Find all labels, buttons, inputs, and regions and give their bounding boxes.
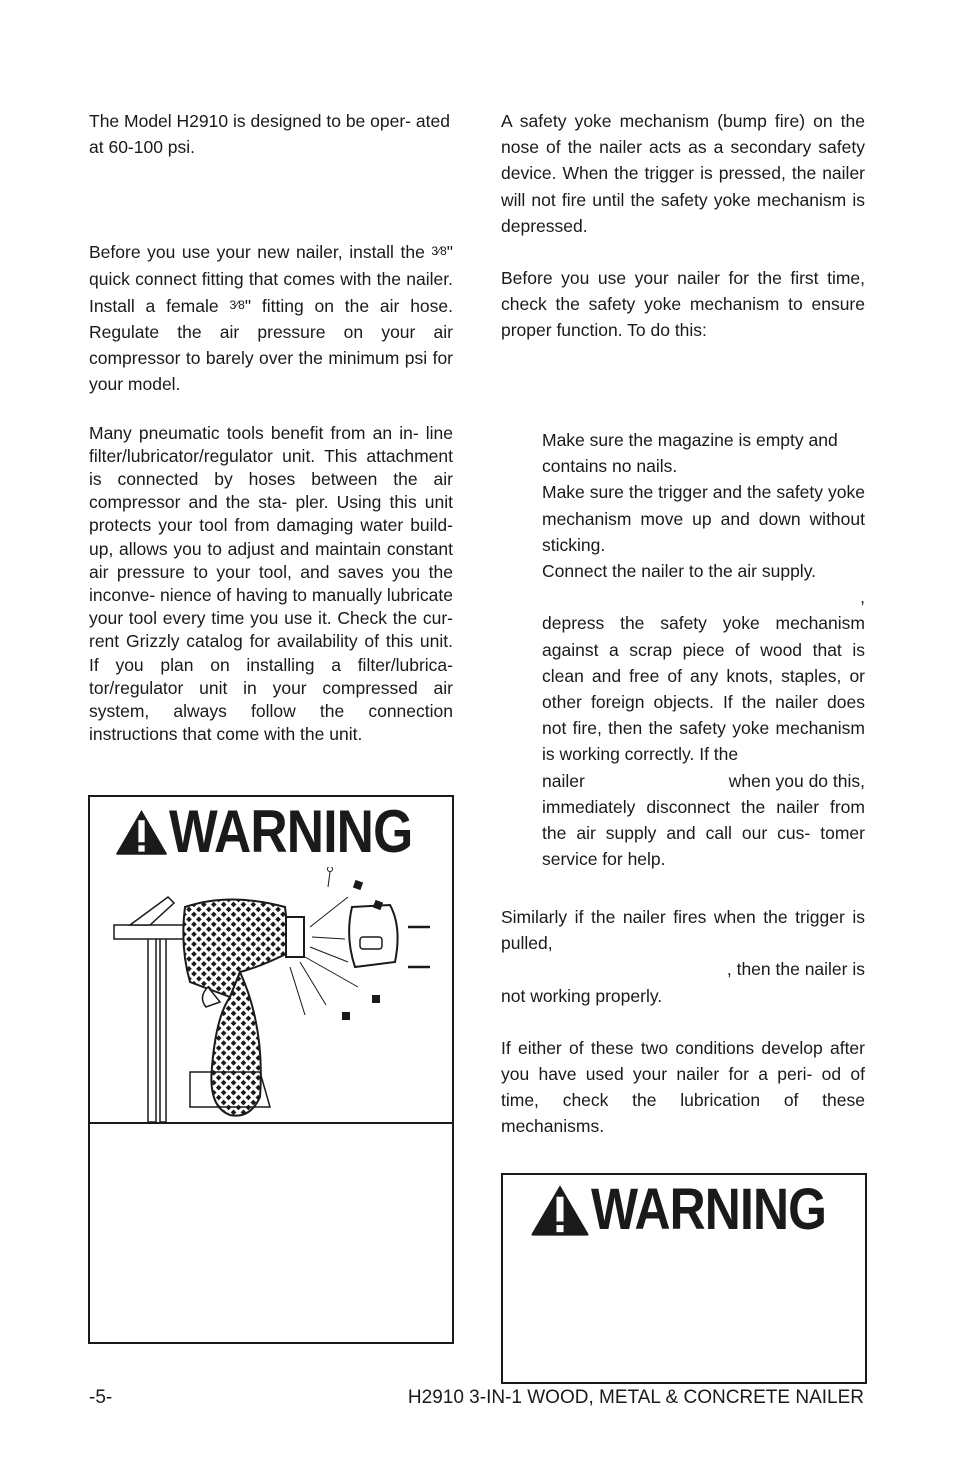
step-4-nailer-word: nailer <box>542 770 585 791</box>
fraction-three-eighths: 3⁄8 <box>431 244 447 259</box>
step-4-disconnect: immediately disconnect the nailer from the air supply and call our cus- tomer service for help. <box>542 796 865 870</box>
exclamation-triangle-icon <box>529 1182 591 1238</box>
check-yoke-paragraph: Before you use your nailer for the first time, check the safety yoke mechanism to ensure proper function. To do this: <box>501 268 865 341</box>
exclamation-triangle-icon <box>114 801 169 863</box>
step-4-when-text: when you do this, <box>728 770 865 791</box>
quick-connect-paragraph <box>89 238 453 397</box>
warning-header-right <box>503 1175 865 1245</box>
warning-header-left <box>90 797 452 867</box>
trigger-fire-paragraph <box>501 904 865 1140</box>
step-2: Make sure the trigger and the safety yoke mechanism move up and down without sticking. <box>542 482 865 555</box>
safety-yoke-paragraph: A safety yoke mechanism (bump fire) on the nose of the nailer acts as a secondary safety device. When the trigger is pressed, the nailer will not fire until the safety yoke mechanism is depressed. <box>501 111 865 236</box>
warning-box-left <box>88 795 454 1344</box>
trigger-fire-text-b: , then the nailer is <box>726 959 865 980</box>
fraction-three-eighths: 3⁄8 <box>229 297 245 312</box>
filter-lubricator-paragraph: Many pneumatic tools benefit from an in- line filter/lubricator/regulator unit. This attachment is connected by hoses between the air compressor and the sta- pler. Using this unit protects your tool from damaging water build-up, allows you to adjust and maintain constant air pressure to your tool, and saves you the inconve- nience of having to manually lubricate your tool every time you use it. Check the cur- rent Grizzly catalog for availability of this unit. If you plan on installing a filter/lubrica- tor/regulator unit in your compressed air system, always follow the connection instructions that come with the unit. <box>89 422 453 745</box>
nailer-illustration <box>90 867 452 1124</box>
warning-label-right: WARNING <box>591 1177 827 1242</box>
step-3: Connect the nailer to the air supply. <box>542 561 817 582</box>
trigger-fire-text-c: not working properly. <box>501 985 663 1006</box>
left-column <box>89 108 453 746</box>
operating-pressure-paragraph: The Model H2910 is designed to be oper- ated at 60-100 psi. <box>89 111 450 158</box>
step-4-text: depress the safety yoke mechanism against a scrap piece of wood that is clean and free of any knots, staples, or other foreign objects. If the nailer does not fire, then the safety yoke mechanism is working correctly. If the <box>542 613 865 765</box>
warning-box-right <box>501 1173 867 1384</box>
safety-check-steps <box>542 427 865 872</box>
right-column <box>501 108 865 344</box>
warning-label-left: WARNING <box>169 798 413 865</box>
trigger-fire-text-a: Similarly if the nailer fires when the trigger is pulled, <box>501 907 865 954</box>
step-1: Make sure the magazine is empty and contains no nails. <box>542 430 838 477</box>
nailer-exploded-view-icon <box>90 867 452 1122</box>
quick-connect-text-e: " fitting on the air hose. Regulate the air pressure on your air compressor to barely over the minimum psi for your model. <box>89 295 453 395</box>
step-4-nailer-line <box>542 768 865 794</box>
lubrication-paragraph: If either of these two conditions develop after you have used your nailer for a peri- od of time, check the lubrication of these mechanisms. <box>501 1037 865 1137</box>
quick-connect-text-a: Before you use your new nailer, install the <box>89 242 425 263</box>
quick-connect-text-c: " quick connect fitting that comes with the nailer. Install a female <box>89 242 453 316</box>
step-4-comma: , <box>860 587 865 608</box>
page-number: -5- <box>89 1387 113 1408</box>
footer-title: H2910 3-IN-1 WOOD, METAL & CONCRETE NAILER <box>407 1387 864 1408</box>
